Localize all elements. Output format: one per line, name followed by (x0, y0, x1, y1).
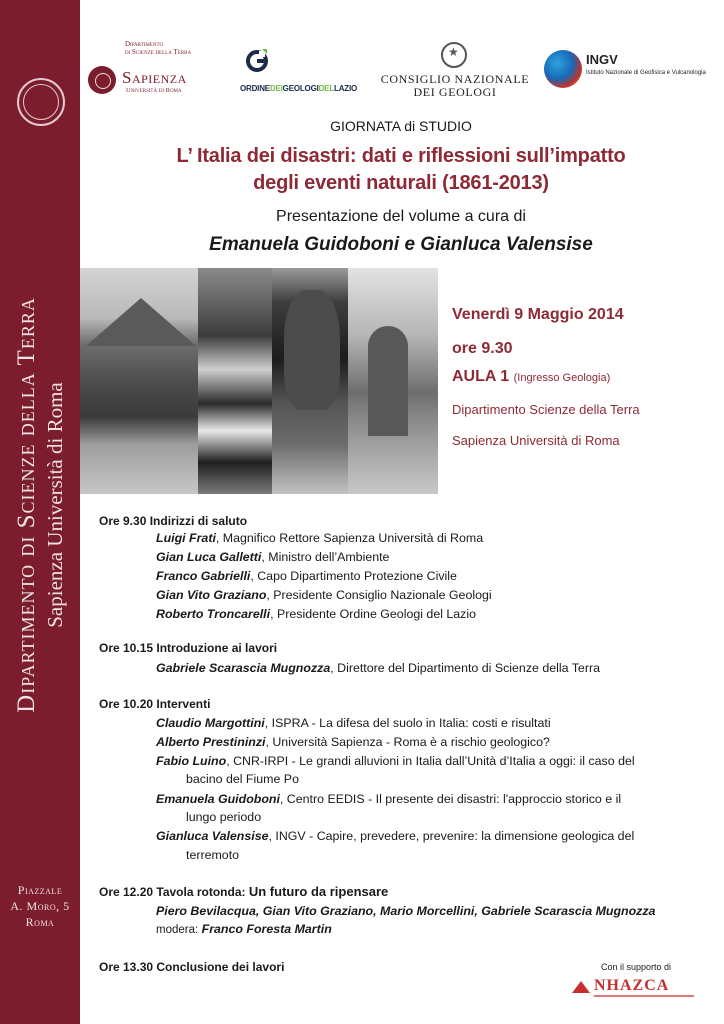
sapienza-crest-icon (88, 66, 116, 94)
republic-emblem-icon (441, 42, 467, 68)
consiglio-nazionale-geologi-logo (375, 40, 535, 102)
talk-row-continuation: terremoto (186, 848, 240, 862)
nhazca-triangle-icon (572, 981, 590, 993)
nhazca-logo (570, 975, 702, 1001)
flood-photo (198, 268, 272, 494)
room-name: AULA 1 (452, 368, 510, 385)
cng-line2: DEI GEOLOGI (413, 85, 497, 99)
earthquake-ruins-photo (348, 268, 438, 494)
room-note: (Ingresso Geologia) (513, 372, 611, 384)
talk-row: Emanuela Guidoboni, Centro EEDIS - Il presente dei disastri: l'approccio storico e il (156, 792, 622, 806)
presentation-text: Presentazione del volume a cura di (276, 208, 526, 225)
address-line: Roma (25, 915, 55, 929)
sidebar-university: Sapienza Università di Roma (43, 382, 67, 628)
sapienza-sub: Università di Roma (126, 87, 182, 94)
event-department: Dipartimento Scienze della Terra (452, 402, 640, 417)
geologi-g-icon (245, 48, 269, 72)
ingv-name: INGV (586, 52, 618, 67)
talk-row-continuation: bacino del Fiume Po (186, 772, 299, 786)
section-heading-greetings: Ore 9.30 Indirizzi di saluto (99, 514, 248, 528)
left-sidebar (0, 0, 80, 1024)
event-type: GIORNATA di STUDIO (330, 118, 472, 134)
section-heading-conclusion: Ore 13.30 Conclusione dei lavori (99, 960, 285, 974)
section-heading-talks: Ore 10.20 Interventi (99, 697, 211, 711)
talk-row: Alberto Prestininzi, Università Sapienza - Roma è a rischio geologico? (156, 735, 550, 749)
nhazca-rule (594, 995, 694, 997)
university-seal-icon (17, 78, 65, 126)
address-line: A. Moro, 5 (10, 899, 70, 913)
ordine-geologi-lazio-logo (240, 44, 365, 100)
event-date: Venerdì 9 Maggio 2014 (452, 306, 624, 323)
speaker-row: Gian Vito Graziano, Presidente Consiglio Nazionale Geologi (156, 588, 492, 602)
talk-row: Fabio Luino, CNR-IRPI - Le grandi alluvioni in Italia dall’Unità d’Italia a oggi: il caso del (156, 754, 635, 768)
speaker-row: Gabriele Scarascia Mugnozza, Direttore del Dipartimento di Scienze della Terra (156, 661, 600, 675)
ingv-sub: Istituto Nazionale di Geofisica e Vulcanologia (586, 70, 706, 76)
talk-row: Gianluca Valensise, INGV - Capire, prevedere, prevenire: la dimensione geologica del (156, 829, 635, 843)
sidebar-department: Dipartimento di Scienze della Terra (13, 297, 40, 713)
nhazca-name: NHAZCA (594, 977, 670, 994)
ingv-logo (544, 46, 720, 90)
section-heading-round-table: Ore 12.20 Tavola rotonda: Un futuro da ripensare (99, 884, 389, 899)
sponsor-label: Con il supporto di (600, 962, 672, 972)
cng-line1: CONSIGLIO NAZIONALE (380, 72, 530, 86)
panel-row: Piero Bevilacqua, Gian Vito Graziano, Mario Morcellini, Gabriele Scarascia Mugnozza (156, 904, 656, 918)
event-room (452, 368, 610, 386)
address (0, 882, 80, 930)
speaker-row: Roberto Troncarelli, Presidente Ordine Geologi del Lazio (156, 607, 477, 621)
address-line: Piazzale (17, 883, 63, 897)
section-heading-introduction: Ore 10.15 Introduzione ai lavori (99, 641, 278, 655)
talk-row: Claudio Margottini, ISPRA - La difesa del suolo in Italia: costi e risultati (156, 716, 551, 730)
speaker-row: Franco Gabrielli, Capo Dipartimento Protezione Civile (156, 569, 457, 583)
speaker-row: Gian Luca Galletti, Ministro dell’Ambiente (156, 550, 390, 564)
volcano-eruption-photo (272, 268, 348, 494)
disaster-photo-collage (80, 268, 438, 494)
editors: Emanuela Guidoboni e Gianluca Valensise (209, 234, 593, 255)
globe-icon (544, 50, 582, 88)
sapienza-name: Sapienza (122, 68, 187, 87)
event-time: ore 9.30 (452, 340, 513, 357)
main-title-line1: L’ Italia dei disastri: dati e riflessioni sull’impatto (176, 145, 626, 167)
sidebar-vertical-title (12, 295, 68, 715)
moderator-row: modera: Franco Foresta Martin (156, 922, 332, 936)
geologi-lazio-text: ORDINEDEIGEOLOGIDELLAZIO (240, 84, 358, 93)
speaker-row: Luigi Frati, Magnifico Rettore Sapienza Università di Roma (156, 531, 484, 545)
sapienza-dept: Dipartimento di Scienze della Terra (125, 40, 192, 56)
main-title-line2: degli eventi naturali (1861-2013) (253, 172, 549, 194)
event-university: Sapienza Università di Roma (452, 433, 620, 448)
dam-landslide-photo (80, 268, 198, 494)
talk-row-continuation: lungo periodo (186, 810, 262, 824)
sapienza-logo (88, 40, 216, 100)
